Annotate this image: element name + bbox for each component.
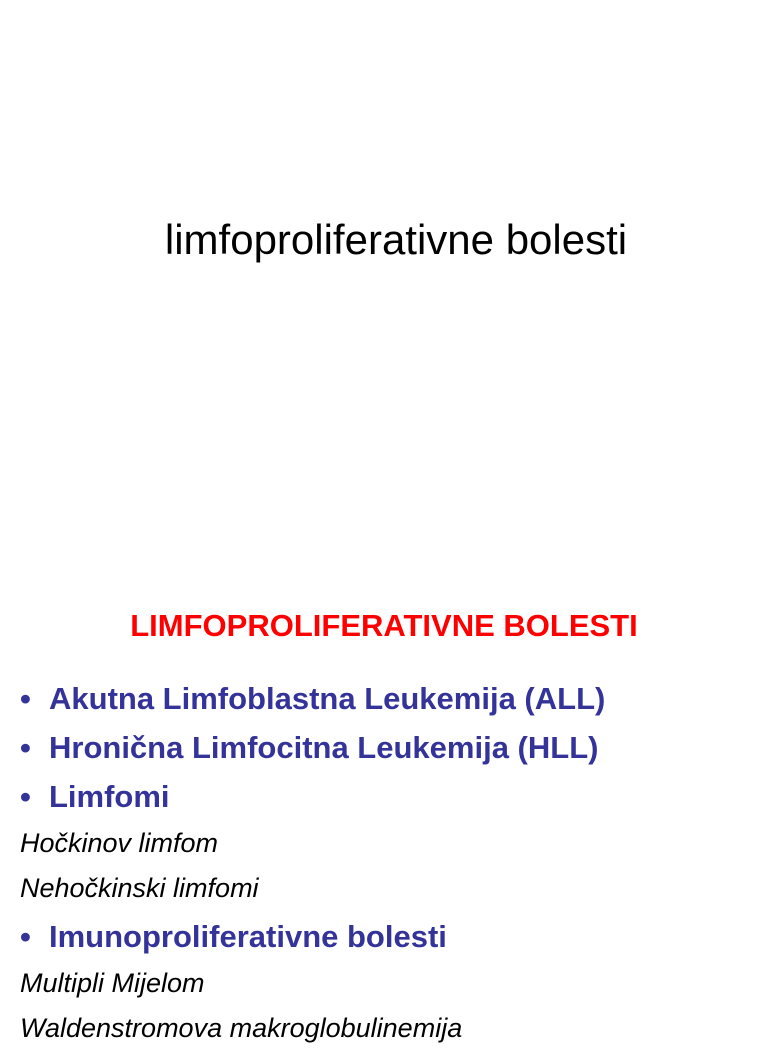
bullet-icon: • — [20, 919, 31, 954]
bullet-item — [20, 779, 768, 828]
section-heading: LIMFOPROLIFERATIVNE BOLESTI — [130, 608, 638, 643]
bullet-text: Akutna Limfoblastna Leukemija (ALL) — [49, 681, 606, 716]
sub-item: Nehočkinski limfomi — [20, 873, 259, 903]
bullet-text: Imunoproliferativne bolesti — [49, 919, 447, 954]
sub-item: Waldenstromova makroglobulinemija — [20, 1013, 463, 1043]
sub-item: Multipli Mijelom — [20, 968, 205, 998]
bullet-icon: • — [20, 779, 31, 814]
bullet-item — [20, 730, 768, 779]
bullet-item — [20, 919, 768, 968]
slide-title: limfoproliferativne bolesti — [164, 216, 628, 263]
content-list — [20, 681, 768, 1058]
sub-item: Hočkinov limfom — [20, 828, 219, 858]
bullet-item — [20, 681, 768, 730]
bullet-text: Limfomi — [49, 779, 170, 814]
bullet-icon: • — [20, 730, 31, 765]
bullet-icon: • — [20, 681, 31, 716]
bullet-text: Hronična Limfocitna Leukemija (HLL) — [49, 730, 599, 765]
